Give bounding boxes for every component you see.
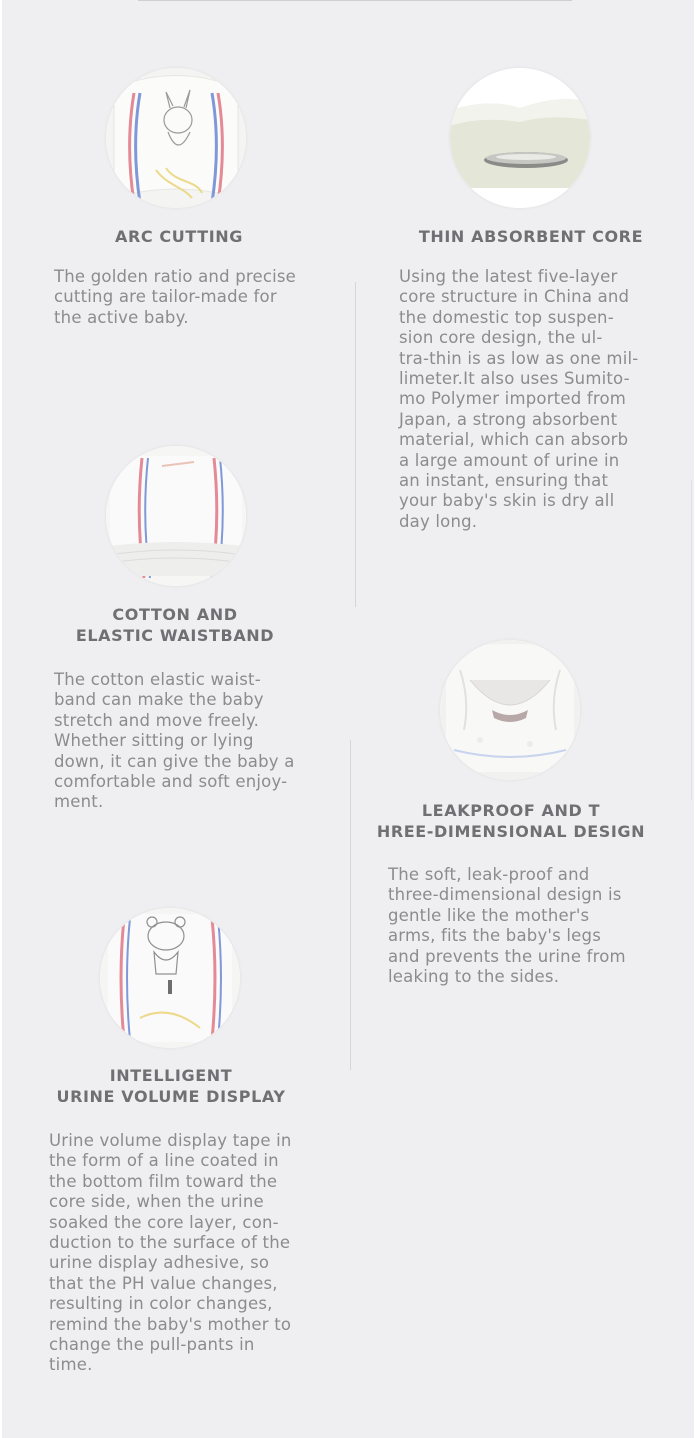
description-line: and prevents the urine from — [388, 946, 626, 966]
urine-display-photo — [100, 908, 240, 1048]
description-line: time. — [49, 1355, 93, 1375]
arc-cutting-title: ARC CUTTING — [114, 227, 244, 246]
diaper-waistband-icon — [106, 446, 246, 586]
description-line: the active baby. — [54, 307, 189, 327]
description-line: three-dimensional design is — [388, 885, 622, 905]
waistband-photo — [106, 446, 246, 586]
right-edge-divider — [691, 480, 692, 800]
description-line: leaking to the sides. — [388, 967, 560, 987]
feature-page — [2, 0, 694, 1438]
description-line: Using the latest five-layer — [399, 267, 618, 286]
description-line: The soft, leak-proof and — [388, 865, 590, 884]
description-line: the bottom film toward the — [49, 1171, 278, 1191]
description-line: The golden ratio and precise — [54, 267, 297, 286]
description-line: duction to the surface of the — [49, 1233, 291, 1253]
waistband-description — [54, 670, 295, 813]
diaper-bunny-print-icon — [106, 68, 246, 208]
description-line: comfortable and soft enjoy- — [54, 772, 288, 792]
description-line: Japan, a strong absorbent — [399, 409, 618, 429]
column-divider-upper — [355, 282, 356, 607]
thin-core-photo — [450, 68, 590, 208]
arc-cutting-photo — [106, 68, 246, 208]
leakproof-photo — [440, 640, 580, 780]
description-line: arms, fits the baby's legs — [388, 926, 601, 946]
waistband-title: COTTON AND ELASTIC WAISTBAND — [75, 605, 275, 645]
description-line: a large amount of urine in — [399, 450, 620, 470]
description-line: limeter.It also uses Sumito- — [399, 369, 630, 389]
description-line: Urine volume display tape in — [49, 1131, 292, 1150]
description-line: mo Polymer imported from — [399, 389, 627, 409]
description-line: band can make the baby — [54, 690, 264, 710]
arc-cutting-description — [54, 267, 296, 328]
description-line: material, which can absorb — [399, 430, 629, 450]
column-divider-lower — [350, 740, 351, 1070]
description-line: remind the baby's mother to — [49, 1314, 292, 1334]
description-line: that the PH value changes, — [49, 1273, 278, 1293]
diaper-leg-cuff-icon — [440, 640, 580, 780]
top-divider — [138, 0, 572, 1]
urine-display-description — [49, 1131, 292, 1376]
description-line: stretch and move freely. — [54, 710, 260, 730]
thin-core-description — [399, 267, 638, 532]
description-line: soaked the core layer, con- — [49, 1212, 279, 1232]
diaper-urine-indicator-icon — [100, 908, 240, 1048]
thin-core-title: THIN ABSORBENT CORE — [418, 227, 644, 246]
description-line: the domestic top suspen- — [399, 307, 614, 327]
description-line: down, it can give the baby a — [54, 751, 295, 771]
description-line: change the pull-pants in — [49, 1335, 255, 1355]
description-line: Whether sitting or lying — [54, 731, 254, 751]
description-line: The cotton elastic waist- — [54, 670, 261, 689]
description-line: core structure in China and — [399, 287, 630, 307]
description-line: the form of a line coated in — [49, 1151, 279, 1171]
description-line: sion core design, the ul- — [399, 328, 603, 348]
description-line: ment. — [54, 792, 104, 812]
description-line: tra-thin is as low as one mil- — [399, 348, 639, 368]
leakproof-description — [388, 865, 626, 987]
leakproof-title: LEAKPROOF AND T HREE-DIMENSIONAL DESIGN — [376, 801, 646, 841]
description-line: gentle like the mother's — [388, 905, 590, 925]
description-line: cutting are tailor-made for — [54, 287, 277, 307]
urine-display-title: INTELLIGENT URINE VOLUME DISPLAY — [56, 1066, 286, 1106]
description-line: day long. — [399, 511, 478, 531]
description-line: urine display adhesive, so — [49, 1253, 270, 1273]
description-line: your baby's skin is dry all — [399, 491, 615, 511]
description-line: an instant, ensuring that — [399, 471, 609, 491]
absorbent-core-layer-icon — [450, 68, 590, 208]
description-line: core side, when the urine — [49, 1192, 264, 1212]
description-line: resulting in color changes, — [49, 1294, 273, 1314]
